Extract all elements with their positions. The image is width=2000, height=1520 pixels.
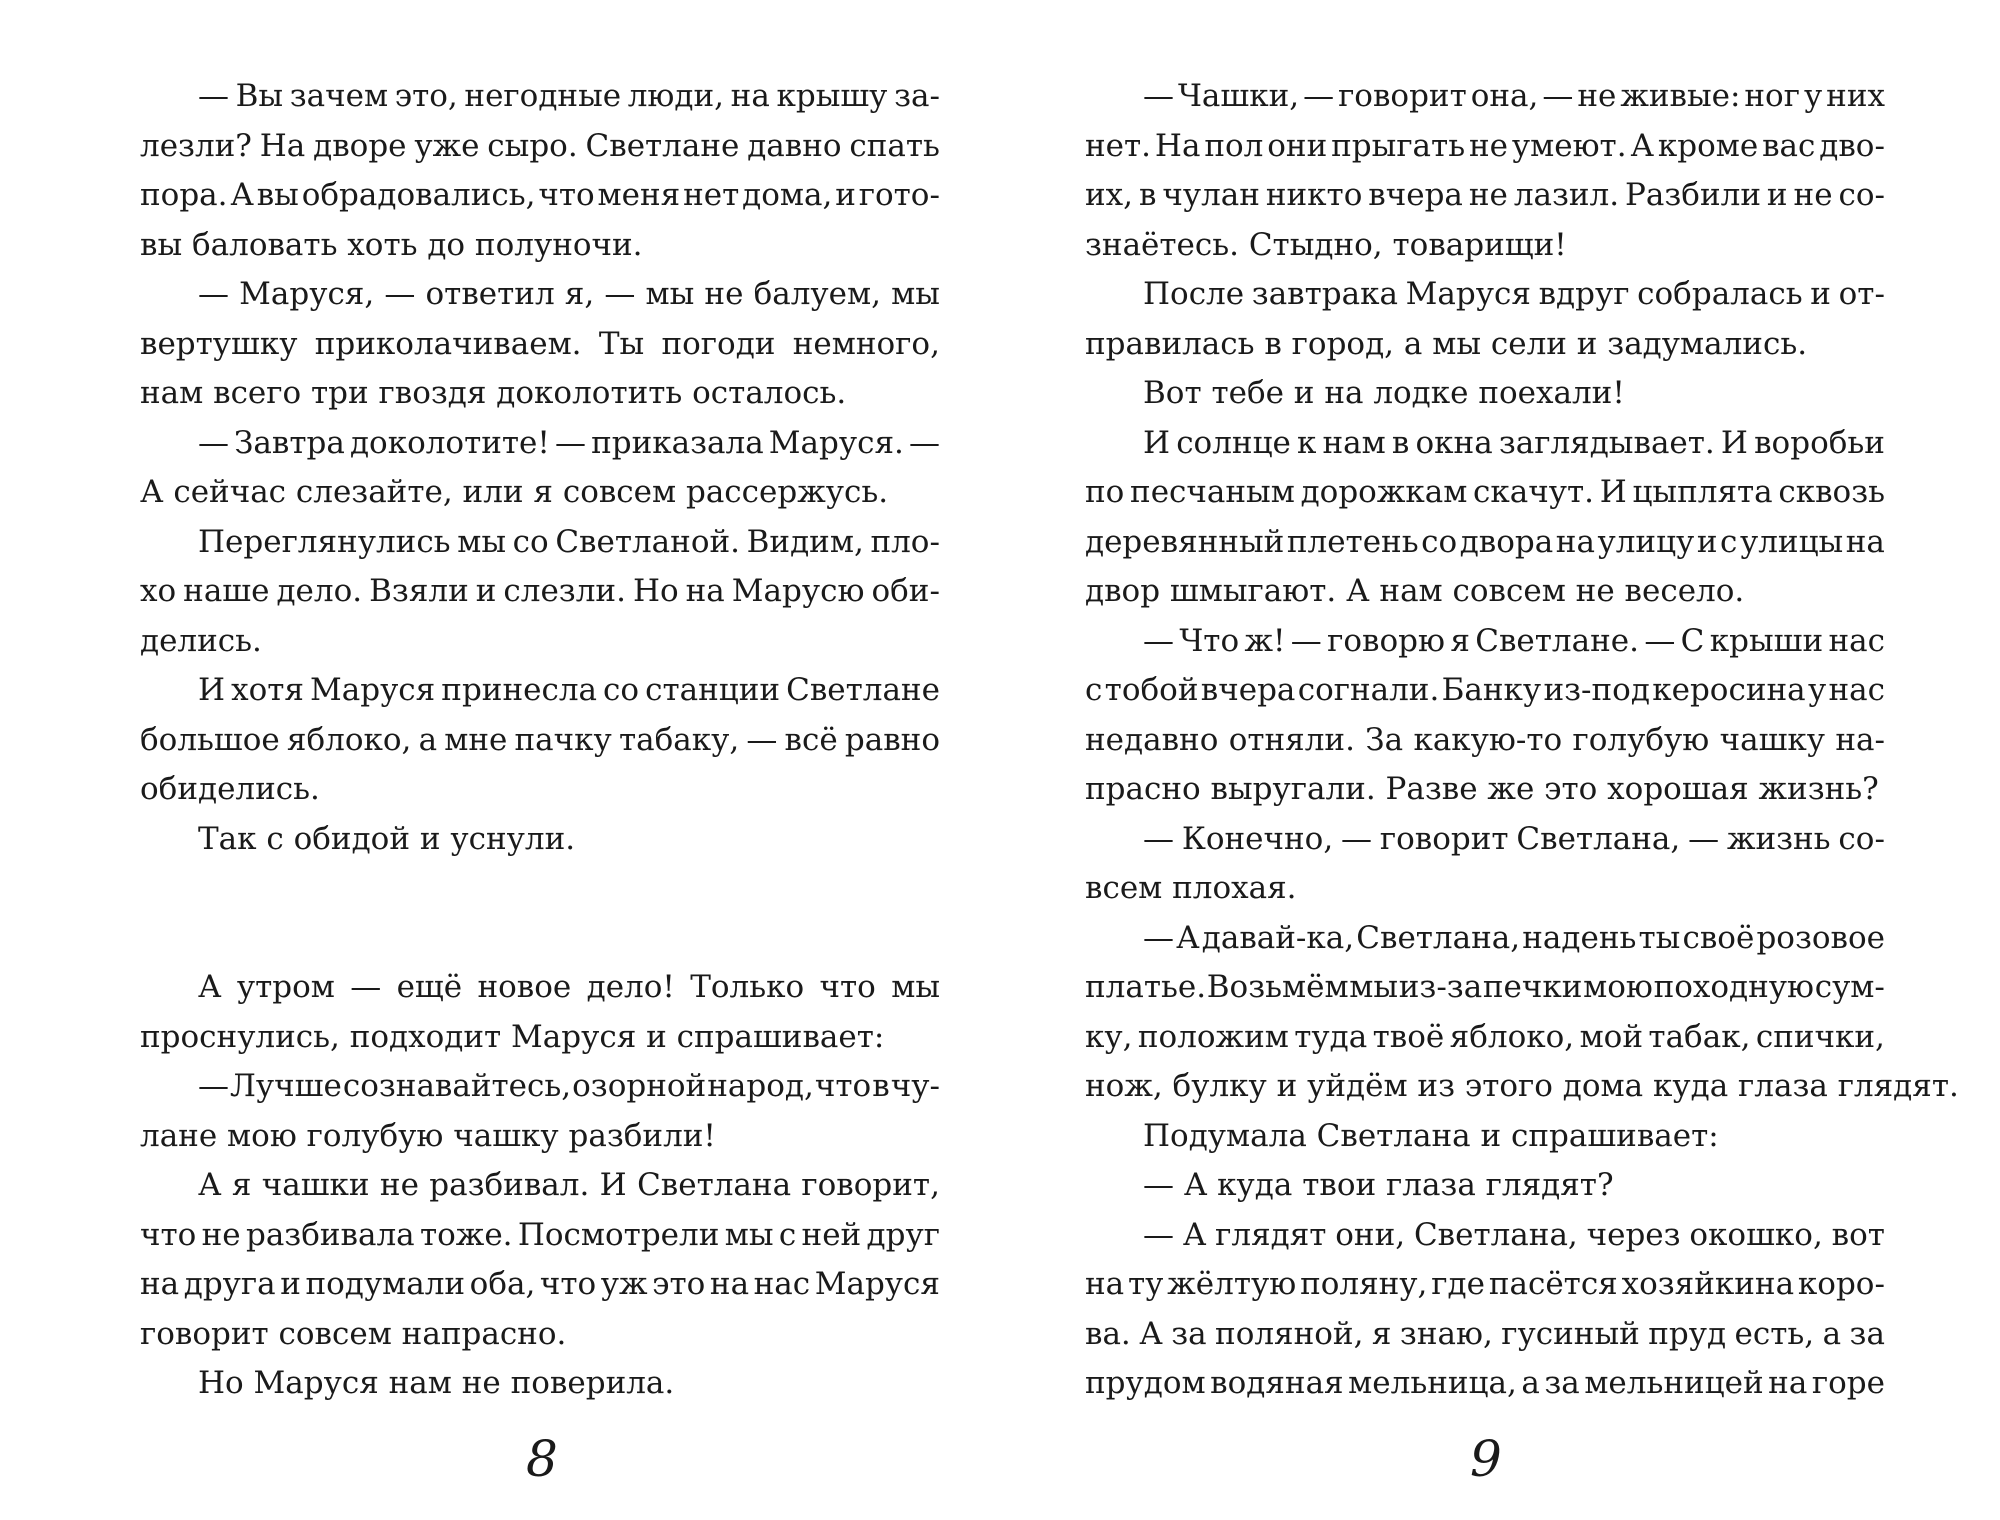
text-line: вертушку приколачиваем. Ты погоди немного, bbox=[140, 325, 940, 362]
right-text-block bbox=[1085, 72, 1959, 1409]
text-line: ку, положим туда твоё яблоко, мой табак, спички, bbox=[1085, 1018, 1885, 1055]
text-line: нет. На пол они прыгать не умеют. А кроме вас дво- bbox=[1085, 127, 1885, 164]
text-line: После завтрака Маруся вдруг собралась и от- bbox=[1143, 276, 1885, 312]
text-line: Переглянулись мы со Светланой. Видим, пло- bbox=[198, 523, 940, 560]
right-page bbox=[1085, 72, 1959, 1409]
text-line: Подумала Светлана и спрашивает: bbox=[1143, 1117, 1719, 1154]
text-line: — Чашки, — говорит она, — не живые: ног у них bbox=[1143, 78, 1885, 114]
text-line: — Что ж! — говорю я Светлане. — С крыши нас bbox=[1143, 622, 1885, 659]
text-line: на ту жёлтую поляну, где пасётся хозяйкина коро- bbox=[1085, 1266, 1885, 1302]
text-line: Вот тебе и на лодке поехали! bbox=[1143, 375, 1625, 411]
text-line: — А куда твои глаза глядят? bbox=[1143, 1167, 1614, 1203]
text-line: нам всего три гвоздя доколотить осталось. bbox=[140, 375, 847, 411]
text-line: прудом водяная мельница, а за мельницей на горе bbox=[1085, 1365, 1885, 1401]
text-line: на друга и подумали оба, что уж это на нас Маруся bbox=[140, 1266, 940, 1302]
text-line: — Вы зачем это, негодные люди, на крышу за- bbox=[198, 78, 940, 114]
text-line: ва. А за поляной, я знаю, гусиный пруд есть, а за bbox=[1085, 1315, 1885, 1352]
text-line: Но Маруся нам не поверила. bbox=[198, 1365, 675, 1401]
text-line: И хотя Маруся принесла со станции Светлане bbox=[198, 672, 940, 708]
left-text-block-2 bbox=[140, 963, 940, 1409]
text-line: делись. bbox=[140, 622, 262, 659]
text-line: пора. А вы обрадовались, что меня нет дома, и гото- bbox=[140, 177, 940, 213]
text-line: Так с обидой и уснули. bbox=[198, 820, 576, 857]
text-line: платье. Возьмём мы из-за печки мою походную сум- bbox=[1085, 969, 1885, 1005]
left-text-block-1 bbox=[140, 72, 940, 864]
text-line: А утром — ещё новое дело! Только что мы bbox=[198, 969, 940, 1005]
text-line: А сейчас слезайте, или я совсем рассержусь. bbox=[140, 474, 889, 510]
text-line: деревянный плетень со двора на улицу и с улицы на bbox=[1085, 523, 1885, 560]
section-break bbox=[140, 864, 940, 963]
text-line: — Лучше сознавайтесь, озорной народ, что в чу- bbox=[198, 1068, 940, 1104]
text-line: обиделись. bbox=[140, 771, 320, 807]
text-line: недавно отняли. За какую-то голубую чашку на- bbox=[1085, 721, 1885, 758]
text-line: лезли? На дворе уже сыро. Светлане давно спать bbox=[140, 127, 940, 164]
text-line: двор шмыгают. А нам совсем не весело. bbox=[1085, 573, 1745, 609]
page-number-left: 8 bbox=[526, 1430, 558, 1488]
text-line: хо наше дело. Взяли и слезли. Но на Марусю оби- bbox=[140, 573, 940, 609]
text-line: нож, булку и уйдём из этого дома куда глаза глядят. bbox=[1085, 1068, 1959, 1104]
text-line: с тобой вчера согнали. Банку из-под керосина у нас bbox=[1085, 672, 1885, 708]
text-line: вы баловать хоть до полуночи. bbox=[140, 226, 643, 263]
text-line: их, в чулан никто вчера не лазил. Разбили и не со- bbox=[1085, 177, 1885, 213]
text-line: — А давай-ка, Светлана, надень ты своё розовое bbox=[1143, 919, 1885, 956]
text-line: прасно выругали. Разве же это хорошая жизнь? bbox=[1085, 771, 1879, 807]
text-line: И солнце к нам в окна заглядывает. И воробьи bbox=[1143, 424, 1885, 461]
text-line: — А глядят они, Светлана, через окошко, вот bbox=[1143, 1216, 1885, 1253]
text-line: правилась в город, а мы сели и задумались. bbox=[1085, 325, 1808, 362]
text-line: — Маруся, — ответил я, — мы не балуем, мы bbox=[198, 276, 940, 312]
text-line: всем плохая. bbox=[1085, 870, 1297, 906]
text-line: по песчаным дорожкам скачут. И цыплята сквозь bbox=[1085, 474, 1885, 510]
left-page bbox=[140, 72, 940, 1409]
page-number-right: 9 bbox=[1470, 1430, 1502, 1488]
text-line: говорит совсем напрасно. bbox=[140, 1315, 567, 1352]
text-line: что не разбивала тоже. Посмотрели мы с ней друг bbox=[140, 1216, 940, 1253]
text-line: знаётесь. Стыдно, товарищи! bbox=[1085, 226, 1567, 263]
text-line: А я чашки не разбивал. И Светлана говорит, bbox=[198, 1167, 940, 1203]
text-line: проснулись, подходит Маруся и спрашивает: bbox=[140, 1018, 885, 1055]
text-line: — Завтра доколотите! — приказала Маруся. — bbox=[198, 424, 940, 461]
text-line: большое яблоко, а мне пачку табаку, — всё равно bbox=[140, 721, 940, 758]
text-line: — Конечно, — говорит Светлана, — жизнь со- bbox=[1143, 820, 1885, 857]
text-line: лане мою голубую чашку разбили! bbox=[140, 1117, 716, 1154]
